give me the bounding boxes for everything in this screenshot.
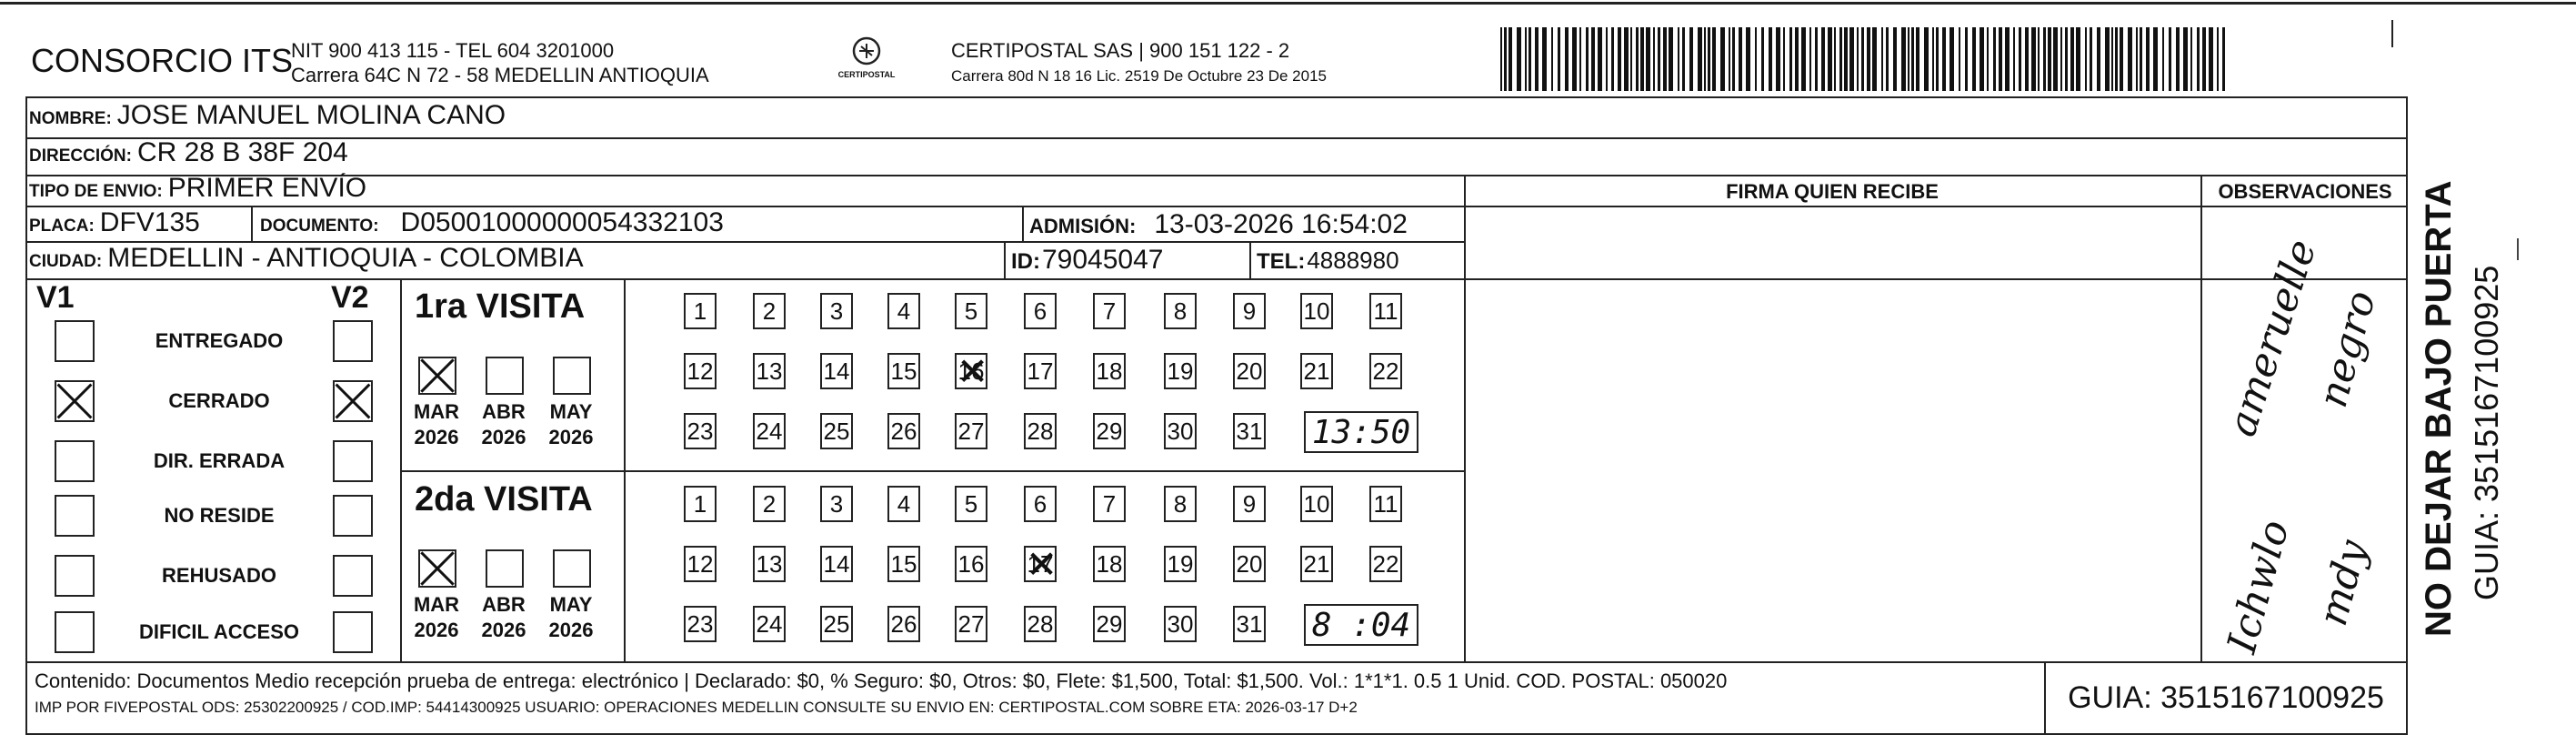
barcode-bar bbox=[1689, 27, 1693, 91]
barcode-bar bbox=[1839, 27, 1842, 91]
day-box[interactable]: 17 ✕ bbox=[1024, 546, 1057, 582]
day-box[interactable]: 21 bbox=[1300, 546, 1333, 582]
barcode-bar bbox=[1872, 27, 1877, 91]
nombre-label: NOMBRE: bbox=[29, 109, 112, 128]
barcode-bar bbox=[1861, 27, 1864, 91]
barcode-bar bbox=[2060, 27, 2062, 91]
barcode-bar bbox=[2115, 27, 2118, 91]
barcode-bar bbox=[2209, 27, 2213, 91]
barcode-bar bbox=[1669, 27, 1673, 91]
day-box[interactable]: 23 bbox=[684, 606, 717, 642]
firma-divider bbox=[1464, 175, 1466, 662]
barcode-bar bbox=[2197, 27, 2200, 91]
edge-mark bbox=[2391, 20, 2393, 47]
barcode-bar bbox=[1776, 27, 1780, 91]
month-year: 2026 bbox=[548, 619, 594, 641]
barcode-bar bbox=[2146, 27, 2150, 91]
placa-cell bbox=[29, 207, 200, 238]
barcode-bar bbox=[1916, 27, 1919, 91]
placa-label: PLACA: bbox=[29, 216, 95, 236]
direccion-label: DIRECCIÓN: bbox=[29, 146, 132, 166]
side-guia: GUIA: 3515167100925 bbox=[2468, 265, 2505, 600]
handwriting-obs-3: Ichwlo bbox=[2219, 515, 2299, 659]
ciudad-value: MEDELLIN - ANTIOQUIA - COLOMBIA bbox=[107, 243, 584, 273]
row-divider bbox=[25, 278, 2408, 280]
day-box[interactable]: 22 bbox=[1369, 353, 1402, 389]
row-divider bbox=[25, 175, 2408, 176]
day-box[interactable]: 6 bbox=[1024, 486, 1057, 522]
barcode-bar bbox=[1720, 27, 1725, 91]
barcode-bar bbox=[1987, 27, 1989, 91]
day-box[interactable]: 31 bbox=[1233, 413, 1266, 449]
barcode-bar bbox=[1801, 27, 1806, 91]
day-box[interactable]: 1 bbox=[684, 486, 717, 522]
day-box[interactable]: 2 bbox=[753, 486, 786, 522]
barcode-bar bbox=[1591, 27, 1595, 91]
day-box[interactable]: 20 bbox=[1233, 353, 1266, 389]
barcode-bar bbox=[1653, 27, 1655, 91]
company-address: Carrera 64C N 72 - 58 MEDELLIN ANTIOQUIA bbox=[291, 64, 709, 86]
visit-time: 8 :04 bbox=[1304, 604, 1418, 646]
day-box[interactable]: 28 bbox=[1024, 413, 1057, 449]
barcode-bar bbox=[1834, 27, 1836, 91]
barcode-bar bbox=[1630, 27, 1632, 91]
footer-guia: GUIA: 3515167100925 bbox=[2068, 680, 2384, 715]
day-box[interactable]: 8 bbox=[1164, 486, 1197, 522]
certipostal-logo-icon bbox=[848, 36, 885, 67]
barcode-bar bbox=[2169, 27, 2171, 91]
footer-imp: IMP POR FIVEPOSTAL ODS: 25302200925 / COD.IMP: 54414300925 USUARIO: OPERACIONES MEDELLIN CONSULTE SU ENVIO EN: CERTIPOSTAL.COM SOBRE ETA: 2026-03-17 D+2 bbox=[35, 699, 1358, 716]
cell-divider bbox=[251, 206, 253, 242]
barcode-bar bbox=[2085, 27, 2087, 91]
barcode-bar bbox=[1959, 27, 1960, 91]
barcode-bar bbox=[1980, 27, 1984, 91]
day-box[interactable]: 26 bbox=[887, 606, 920, 642]
barcode-bar bbox=[2076, 27, 2080, 91]
barcode-bar bbox=[2111, 27, 2113, 91]
v1-checkbox[interactable] bbox=[55, 611, 95, 653]
barcode-bar bbox=[1525, 27, 1527, 91]
ciudad-cell bbox=[29, 243, 584, 274]
barcode-bar bbox=[2053, 27, 2058, 91]
status-label: DIR. ERRADA bbox=[153, 449, 286, 472]
barcode-bar bbox=[1936, 27, 1939, 91]
day-box[interactable]: 18 bbox=[1093, 353, 1126, 389]
col-header-divider bbox=[1464, 206, 2408, 207]
edge-mark bbox=[2517, 238, 2519, 260]
tipo-label: TIPO DE ENVIO: bbox=[29, 182, 163, 201]
tel-cell bbox=[1257, 247, 1399, 275]
barcode-bar bbox=[1932, 27, 1934, 91]
barcode-bar bbox=[1517, 27, 1521, 91]
barcode-bar bbox=[1504, 27, 1507, 91]
day-box[interactable]: 3 bbox=[820, 486, 853, 522]
barcode-bar bbox=[1972, 27, 1976, 91]
barcode-bar bbox=[2070, 27, 2074, 91]
day-box[interactable]: 13 bbox=[753, 546, 786, 582]
barcode-bar bbox=[2190, 27, 2192, 91]
handwriting-obs-1: ameruelle bbox=[2219, 234, 2326, 442]
day-box[interactable]: 14 bbox=[820, 546, 853, 582]
barcode-bar bbox=[2048, 27, 2051, 91]
month-name: MAR bbox=[413, 593, 460, 616]
day-box[interactable]: 21 bbox=[1300, 353, 1333, 389]
day-box[interactable]: 19 bbox=[1164, 353, 1197, 389]
tel-label: TEL: bbox=[1257, 249, 1306, 274]
v2-checkbox[interactable] bbox=[333, 611, 373, 653]
barcode-bar bbox=[1658, 27, 1660, 91]
barcode-bar bbox=[1795, 27, 1799, 91]
day-box[interactable]: 20 bbox=[1233, 546, 1266, 582]
month-year: 2026 bbox=[548, 426, 594, 448]
v2-label: V2 bbox=[331, 280, 369, 315]
day-box[interactable]: 5 bbox=[955, 486, 987, 522]
barcode-bar bbox=[1893, 27, 1897, 91]
tipo-value: PRIMER ENVÍO bbox=[167, 173, 367, 203]
month-checkbox[interactable] bbox=[418, 357, 456, 395]
barcode-bar bbox=[2031, 27, 2036, 91]
logo-text: CERTIPOSTAL bbox=[837, 70, 896, 79]
visit-time: 13:50 bbox=[1304, 411, 1418, 453]
barcode-bar bbox=[1746, 27, 1750, 91]
day-box[interactable]: 6 bbox=[1024, 293, 1057, 329]
month-checkbox[interactable] bbox=[418, 549, 456, 588]
direccion-row bbox=[29, 137, 348, 168]
barcode-bar bbox=[2202, 27, 2206, 91]
barcode-bar bbox=[1815, 27, 1818, 91]
day-box[interactable]: 25 bbox=[820, 413, 853, 449]
tel-value: 4888980 bbox=[1307, 247, 1399, 274]
day-box[interactable]: 25 bbox=[820, 606, 853, 642]
barcode-bar bbox=[1911, 27, 1914, 91]
barcode-bar bbox=[2105, 27, 2110, 91]
barcode-bar bbox=[1682, 27, 1685, 91]
documento-cell bbox=[260, 207, 724, 238]
barcode-bar bbox=[1598, 27, 1602, 91]
barcode-bar bbox=[1500, 27, 1502, 91]
barcode-bar bbox=[2038, 27, 2040, 91]
barcode-bar bbox=[2140, 27, 2142, 91]
barcode-bar bbox=[1529, 27, 1531, 91]
barcode-bar bbox=[1965, 27, 1968, 91]
day-box[interactable]: 22 bbox=[1369, 546, 1402, 582]
barcode-bar bbox=[2097, 27, 2100, 91]
barcode-bar bbox=[2153, 27, 2158, 91]
barcode-bar bbox=[1611, 27, 1614, 91]
day-box[interactable]: 24 bbox=[753, 606, 786, 642]
nombre-row bbox=[29, 100, 506, 131]
v1-checkbox[interactable] bbox=[55, 440, 95, 482]
v1-checkbox[interactable] bbox=[55, 320, 95, 362]
month-name: ABR bbox=[482, 400, 526, 423]
day-box[interactable]: 16 ✕ bbox=[955, 353, 987, 389]
barcode-bar bbox=[1739, 27, 1742, 91]
cell-divider bbox=[1249, 241, 1251, 279]
barcode-bar bbox=[1729, 27, 1730, 91]
barcode-bar bbox=[1624, 27, 1629, 91]
barcode-bar bbox=[1708, 27, 1710, 91]
day-box[interactable]: 7 bbox=[1093, 486, 1126, 522]
day-box[interactable]: 15 bbox=[887, 353, 920, 389]
month-checkbox[interactable] bbox=[486, 357, 524, 395]
barcode-bar bbox=[1924, 27, 1929, 91]
v1-checkbox[interactable] bbox=[55, 555, 95, 597]
day-box[interactable]: 27 bbox=[955, 413, 987, 449]
v2-checkbox[interactable] bbox=[333, 440, 373, 482]
barcode-bar bbox=[1586, 27, 1589, 91]
day-box[interactable]: 1 bbox=[684, 293, 717, 329]
month-year: 2026 bbox=[481, 426, 526, 448]
documento-value: D05001000000054332103 bbox=[400, 207, 724, 237]
barcode-bar bbox=[1678, 27, 1679, 91]
handwriting-obs-2: negro bbox=[2310, 286, 2385, 413]
admision-label: ADMISIÓN: bbox=[1029, 215, 1137, 237]
barcode-bar bbox=[1551, 27, 1553, 91]
barcode-bar bbox=[1867, 27, 1870, 91]
day-box[interactable]: 30 bbox=[1164, 606, 1197, 642]
day-box[interactable]: 2 bbox=[753, 293, 786, 329]
status-label: ENTREGADO bbox=[155, 329, 284, 352]
barcode-bar bbox=[1712, 27, 1716, 91]
handwriting-obs-4: mdy bbox=[2310, 535, 2377, 631]
month-name: MAR bbox=[413, 400, 460, 423]
day-box[interactable]: 18 bbox=[1093, 546, 1126, 582]
barcode-bar bbox=[1509, 27, 1512, 91]
barcode-bar bbox=[1558, 27, 1560, 91]
id-value: 79045047 bbox=[1042, 245, 1164, 275]
v2-checkbox[interactable] bbox=[333, 555, 373, 597]
observaciones-header: OBSERVACIONES bbox=[2218, 180, 2392, 203]
month-checkbox[interactable] bbox=[553, 549, 591, 588]
barcode-bar bbox=[1663, 27, 1667, 91]
day-box[interactable]: 12 bbox=[684, 353, 717, 389]
id-label: ID: bbox=[1011, 249, 1040, 274]
barcode-bar bbox=[1640, 27, 1644, 91]
row-divider bbox=[25, 661, 2408, 663]
barcode-bar bbox=[1942, 27, 1946, 91]
day-box[interactable]: 23 bbox=[684, 413, 717, 449]
cell-divider bbox=[1004, 241, 1006, 279]
barcode-bar bbox=[1646, 27, 1650, 91]
barcode-bar bbox=[2176, 27, 2180, 91]
placa-value: DFV135 bbox=[99, 207, 200, 237]
barcode-bar bbox=[2043, 27, 2046, 91]
barcode-bar bbox=[2217, 27, 2219, 91]
company-nit-tel: NIT 900 413 115 - TEL 604 3201000 bbox=[291, 39, 615, 62]
visit-divider bbox=[400, 470, 1464, 472]
month-name: ABR bbox=[482, 593, 526, 616]
obs-divider bbox=[2200, 175, 2202, 662]
barcode-bar bbox=[2013, 27, 2015, 91]
day-box[interactable]: 5 bbox=[955, 293, 987, 329]
barcode-bar bbox=[1618, 27, 1621, 91]
v1-label: V1 bbox=[36, 280, 75, 315]
barcode-bar bbox=[1901, 27, 1906, 91]
barcode-bar bbox=[1783, 27, 1785, 91]
ciudad-label: CIUDAD: bbox=[29, 252, 103, 271]
id-cell bbox=[1011, 245, 1163, 276]
company-name: CONSORCIO ITS bbox=[31, 42, 294, 79]
month-checkbox[interactable] bbox=[486, 549, 524, 588]
barcode-bar bbox=[2162, 27, 2164, 91]
day-box[interactable]: 24 bbox=[753, 413, 786, 449]
barcode-bar bbox=[1789, 27, 1792, 91]
v2-checkbox[interactable] bbox=[333, 495, 373, 537]
status-label: REHUSADO bbox=[162, 564, 276, 587]
day-box[interactable]: 29 bbox=[1093, 413, 1126, 449]
barcode-bar bbox=[1732, 27, 1735, 91]
barcode-bar bbox=[1572, 27, 1577, 91]
certipostal-line2: Carrera 80d N 18 16 Lic. 2519 De Octubre 23 De 2015 bbox=[951, 67, 1327, 85]
day-box[interactable]: 28 bbox=[1024, 606, 1057, 642]
month-year: 2026 bbox=[481, 619, 526, 641]
day-box[interactable]: 4 bbox=[887, 486, 920, 522]
barcode-bar bbox=[2136, 27, 2138, 91]
barcode-bar bbox=[1755, 27, 1757, 91]
barcode-bar bbox=[2222, 27, 2225, 91]
day-box[interactable]: 7 bbox=[1093, 293, 1126, 329]
day-box[interactable]: 4 bbox=[887, 293, 920, 329]
barcode-bar bbox=[1636, 27, 1639, 91]
row-divider bbox=[25, 137, 2408, 139]
visit-title: 1ra VISITA bbox=[415, 287, 586, 326]
barcode-bar bbox=[1809, 27, 1811, 91]
day-box[interactable]: 10 bbox=[1300, 293, 1333, 329]
day-box[interactable]: 12 bbox=[684, 546, 717, 582]
barcode-bar bbox=[1542, 27, 1547, 91]
month-checkbox[interactable] bbox=[553, 357, 591, 395]
day-box[interactable]: 15 bbox=[887, 546, 920, 582]
cell-divider bbox=[1022, 206, 1024, 242]
barcode bbox=[1500, 27, 2228, 91]
barcode-bar bbox=[1704, 27, 1706, 91]
day-box[interactable]: 27 bbox=[955, 606, 987, 642]
day-box[interactable]: 10 bbox=[1300, 486, 1333, 522]
direccion-value: CR 28 B 38F 204 bbox=[136, 137, 348, 167]
certipostal-logo bbox=[835, 36, 898, 79]
top-border bbox=[0, 2, 2576, 5]
firma-header: FIRMA QUIEN RECIBE bbox=[1726, 180, 1939, 203]
certipostal-line1: CERTIPOSTAL SAS | 900 151 122 - 2 bbox=[951, 39, 1290, 62]
barcode-bar bbox=[1908, 27, 1909, 91]
visit-title: 2da VISITA bbox=[415, 480, 593, 518]
day-box[interactable]: 31 bbox=[1233, 606, 1266, 642]
month-name: MAY bbox=[549, 400, 593, 423]
barcode-bar bbox=[1698, 27, 1702, 91]
documento-label: DOCUMENTO: bbox=[260, 216, 379, 236]
month-year: 2026 bbox=[414, 426, 459, 448]
day-box[interactable]: 19 bbox=[1164, 546, 1197, 582]
barcode-bar bbox=[2025, 27, 2029, 91]
barcode-bar bbox=[1828, 27, 1832, 91]
barcode-bar bbox=[1886, 27, 1889, 91]
admision-value: 13-03-2026 16:54:02 bbox=[1154, 209, 1408, 239]
barcode-bar bbox=[1999, 27, 2002, 91]
day-box[interactable]: 13 bbox=[753, 353, 786, 389]
day-box[interactable]: 11 bbox=[1369, 486, 1402, 522]
barcode-bar bbox=[1993, 27, 1996, 91]
barcode-bar bbox=[1565, 27, 1569, 91]
tipo-row bbox=[29, 173, 366, 204]
v2-checkbox[interactable] bbox=[333, 320, 373, 362]
day-box[interactable]: 14 bbox=[820, 353, 853, 389]
barcode-bar bbox=[2183, 27, 2188, 91]
status-label: CERRADO bbox=[168, 389, 270, 412]
barcode-bar bbox=[1579, 27, 1581, 91]
day-box[interactable]: 16 bbox=[955, 546, 987, 582]
day-box[interactable]: 11 bbox=[1369, 293, 1402, 329]
barcode-bar bbox=[1950, 27, 1954, 91]
barcode-bar bbox=[1606, 27, 1608, 91]
month-name: MAY bbox=[549, 593, 593, 616]
month-year: 2026 bbox=[414, 619, 459, 641]
barcode-bar bbox=[1535, 27, 1539, 91]
day-box[interactable]: 26 bbox=[887, 413, 920, 449]
day-box[interactable]: 8 bbox=[1164, 293, 1197, 329]
nombre-value: JOSE MANUEL MOLINA CANO bbox=[116, 100, 506, 130]
v2-checkbox[interactable] bbox=[333, 380, 373, 422]
day-box[interactable]: 30 bbox=[1164, 413, 1197, 449]
barcode-bar bbox=[1821, 27, 1825, 91]
day-box[interactable]: 9 bbox=[1233, 486, 1266, 522]
barcode-bar bbox=[1769, 27, 1772, 91]
footer-contenido: Contenido: Documentos Medio recepción prueba de entrega: electrónico | Declarado: $0, % Seguro: $0, Otros: $0, Flete: $1,500, Total: $1,500. Vol.: 1*1*1. 0.5 1 Unid. COD. POSTAL: 050020 bbox=[35, 669, 1728, 692]
barcode-bar bbox=[1857, 27, 1859, 91]
v1-checkbox[interactable] bbox=[55, 495, 95, 537]
day-box[interactable]: 29 bbox=[1093, 606, 1126, 642]
barcode-bar bbox=[2128, 27, 2132, 91]
no-dejar-bajo-puerta: NO DEJAR BAJO PUERTA bbox=[2419, 180, 2459, 637]
barcode-bar bbox=[1881, 27, 1883, 91]
barcode-bar bbox=[2120, 27, 2123, 91]
admision-cell bbox=[1029, 209, 1408, 240]
status-label: NO RESIDE bbox=[164, 504, 275, 527]
visit-divider bbox=[624, 278, 626, 661]
barcode-bar bbox=[2090, 27, 2092, 91]
barcode-bar bbox=[2019, 27, 2021, 91]
barcode-bar bbox=[1849, 27, 1854, 91]
barcode-bar bbox=[2005, 27, 2010, 91]
barcode-bar bbox=[1761, 27, 1764, 91]
status-label: DIFICIL ACCESO bbox=[138, 620, 299, 643]
day-box[interactable]: 17 bbox=[1024, 353, 1057, 389]
day-box[interactable]: 3 bbox=[820, 293, 853, 329]
barcode-bar bbox=[2065, 27, 2068, 91]
v1-checkbox[interactable] bbox=[55, 380, 95, 422]
barcode-bar bbox=[1844, 27, 1848, 91]
day-box[interactable]: 9 bbox=[1233, 293, 1266, 329]
